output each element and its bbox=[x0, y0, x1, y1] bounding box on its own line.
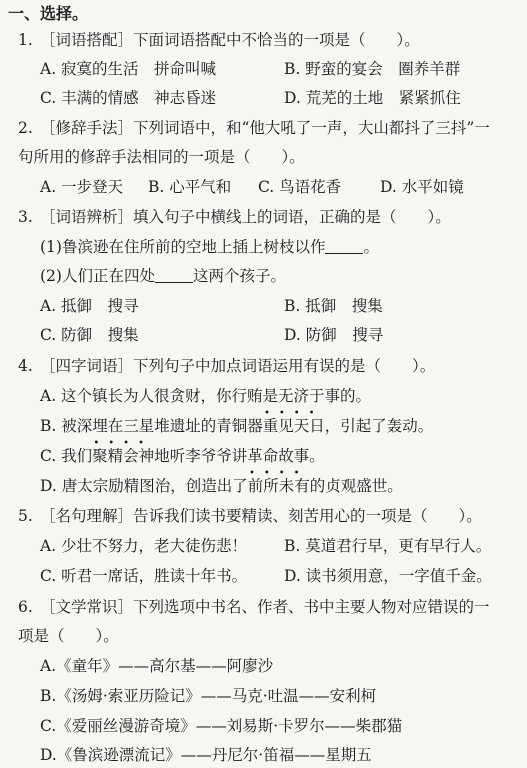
q5-option-a[interactable]: A. 少壮不努力，老大徒伤悲！ bbox=[40, 537, 248, 555]
blank-line[interactable] bbox=[155, 268, 193, 283]
dotted-word bbox=[247, 468, 310, 495]
q4-option-d[interactable] bbox=[40, 468, 403, 496]
q5-option-b[interactable]: B. 莫道君行早，更有早行人。 bbox=[284, 537, 492, 555]
q3-option-c[interactable]: C. 防御 搜集 bbox=[40, 326, 139, 344]
question-6 bbox=[18, 597, 490, 617]
emphasis-dots: •••• bbox=[248, 468, 309, 479]
section-title: 一、选择。 bbox=[8, 4, 89, 23]
question-text: ［文学常识］下列选项中书名、作者、书中主要人物对应错误的一 bbox=[40, 598, 490, 616]
q1-option-a[interactable]: A. 寂寞的生活 拼命叫喊 bbox=[40, 60, 217, 78]
dotted-word bbox=[262, 408, 325, 435]
option-text: ，引起了轰动。 bbox=[324, 417, 434, 435]
q3-option-a[interactable]: A. 抵御 搜寻 bbox=[40, 297, 139, 315]
q2-option-a[interactable]: A. 一步登天 bbox=[40, 178, 124, 196]
q3-option-b[interactable]: B. 抵御 搜集 bbox=[284, 297, 383, 315]
sentence-end: 这两个孩子。 bbox=[192, 267, 286, 285]
q6-option-d[interactable]: D.《鲁滨逊漂流记》——丹尼尔·笛福——星期五 bbox=[40, 746, 372, 764]
q4-option-b[interactable] bbox=[40, 408, 434, 436]
q5-option-d[interactable]: D. 读书须用意，一字值千金。 bbox=[284, 567, 492, 585]
q1-option-d[interactable]: D. 荒芜的土地 紧紧抓住 bbox=[284, 89, 461, 107]
option-text: B. 被深埋在三星堆遗址的青铜器 bbox=[40, 417, 263, 435]
q2-option-c[interactable]: C. 鸟语花香 bbox=[258, 178, 342, 196]
sentence-text: (1)鲁滨逊在住所前的空地上插上树枝以作 bbox=[40, 238, 326, 256]
q6-option-a[interactable]: A.《童年》——高尔基——阿廖沙 bbox=[40, 657, 274, 675]
q2-option-d[interactable]: D. 水平如镜 bbox=[380, 178, 464, 196]
question-number: 3. bbox=[18, 208, 33, 226]
q1-option-b[interactable]: B. 野蛮的宴会 圈养羊群 bbox=[284, 60, 461, 78]
q4-option-c[interactable] bbox=[40, 438, 325, 466]
q6-option-c[interactable]: C.《爱丽丝漫游奇境》——刘易斯·卡罗尔——柴郡猫 bbox=[40, 717, 403, 735]
question-4 bbox=[18, 356, 435, 376]
emphasis-dots: •••• bbox=[93, 438, 153, 449]
option-text: C. 我们 bbox=[40, 447, 93, 465]
question-3 bbox=[18, 207, 451, 227]
q3-sentence-1 bbox=[40, 237, 379, 257]
option-text: 地听李爷爷讲革命故事。 bbox=[154, 447, 325, 465]
question-text: ［四字词语］下列句子中加点词语运用有误的是（ ）。 bbox=[40, 357, 436, 375]
question-6-cont: 项是（ ）。 bbox=[18, 627, 119, 645]
blank-line[interactable] bbox=[325, 239, 363, 254]
question-5 bbox=[18, 506, 482, 526]
dotted-word bbox=[92, 438, 155, 465]
q4-option-a[interactable]: A. 这个镇长为人很贪财，你行贿是无济于事的。 bbox=[40, 387, 372, 405]
q5-option-c[interactable]: C. 听君一席话，胜读十年书。 bbox=[40, 567, 248, 585]
question-number: 5. bbox=[18, 507, 33, 525]
q3-option-d[interactable]: D. 防御 搜寻 bbox=[284, 326, 384, 344]
question-number: 1. bbox=[18, 31, 33, 49]
question-text: ［词语辨析］填入句子中横线上的词语，正确的是（ ）。 bbox=[40, 208, 451, 226]
question-2-cont: 句所用的修辞手法相同的一项是（ ）。 bbox=[18, 148, 305, 166]
question-text: ［修辞手法］下列词语中，和“他大吼了一声，大山都抖了三抖”一 bbox=[40, 119, 490, 137]
dotted-word-text: 重见天日 bbox=[262, 417, 325, 435]
question-number: 4. bbox=[18, 357, 33, 375]
q2-option-b[interactable]: B. 心平气和 bbox=[148, 178, 232, 196]
q6-option-b[interactable]: B.《汤姆·索亚历险记》——马克·吐温——安利柯 bbox=[40, 687, 377, 705]
question-text: ［词语搭配］下面词语搭配中不恰当的一项是（ ）。 bbox=[40, 31, 420, 49]
option-text: 的贞观盛世。 bbox=[309, 477, 403, 495]
option-text: D. 唐太宗励精图治，创造出了 bbox=[40, 477, 248, 495]
dotted-word-text: 前所未有 bbox=[247, 477, 310, 495]
question-1 bbox=[18, 30, 420, 50]
question-2 bbox=[18, 118, 490, 138]
emphasis-dots: •••• bbox=[263, 408, 324, 419]
sentence-text: (2)人们正在四处 bbox=[40, 267, 155, 285]
question-number: 6. bbox=[18, 598, 33, 616]
dotted-word-text: 聚精会神 bbox=[92, 447, 155, 465]
sentence-end: 。 bbox=[363, 238, 379, 256]
q1-option-c[interactable]: C. 丰满的情感 神志昏迷 bbox=[40, 89, 217, 107]
question-text: ［名句理解］告诉我们读书要精读、刻苦用心的一项是（ ）。 bbox=[40, 507, 482, 525]
q3-sentence-2 bbox=[40, 266, 286, 286]
question-number: 2. bbox=[18, 119, 33, 137]
